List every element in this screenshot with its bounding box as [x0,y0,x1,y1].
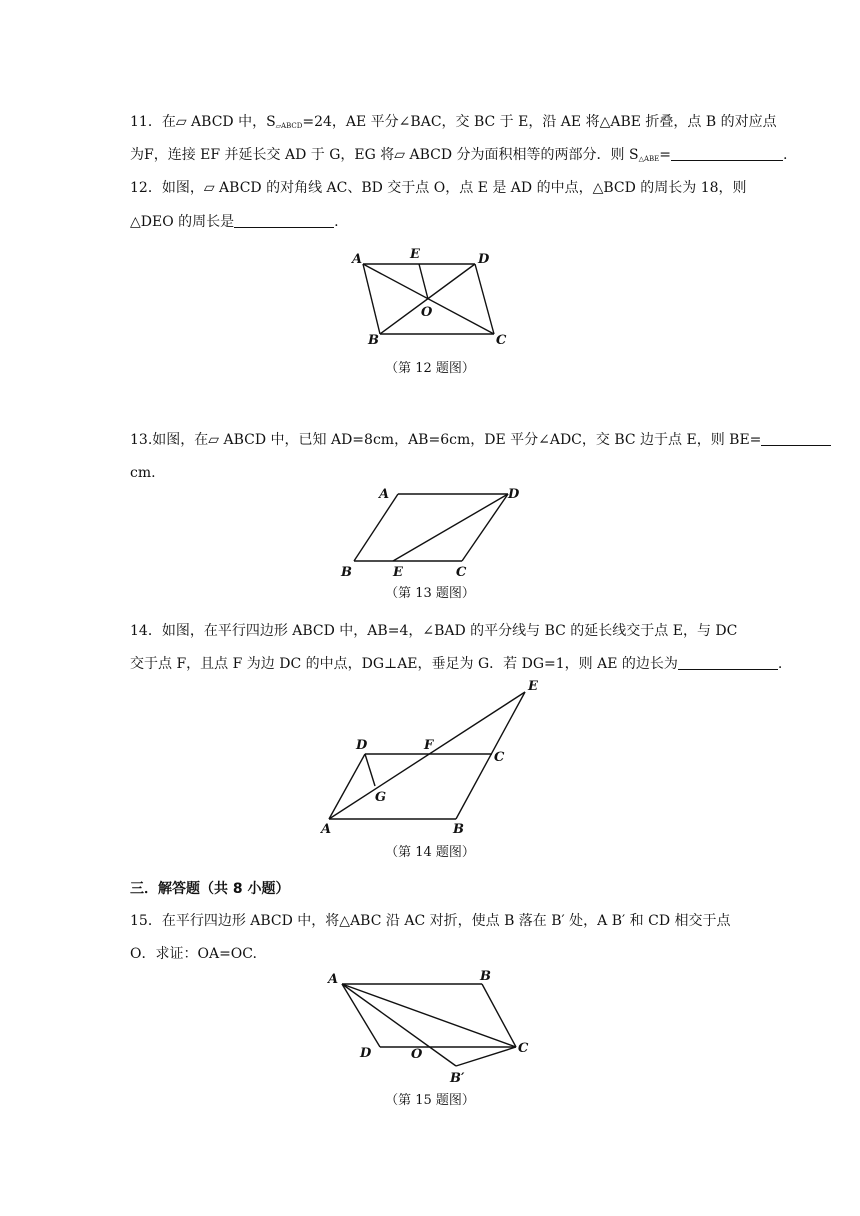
fig13-label-b: B [341,565,352,580]
q11-line-1: 11．在▱ ABCD 中，$S_{▱ABCD}=24$，AE 平分∠BAC，交 BC 于 E，沿 AE 将△ABE 折叠，点 B 的对应点 [130,114,777,130]
q15-line-2: O．求证：OA=OC. [130,946,257,962]
fig15-label-b: B [480,969,491,984]
q14-answer-blank[interactable] [678,655,778,670]
fig15-label-c: C [518,1041,529,1056]
q13-line-2: cm. [130,465,156,481]
q14-line-1: 14．如图，在平行四边形 ABCD 中，AB=4，∠BAD 的平分线与 BC 的延长线交于点 E，与 DC [130,623,738,639]
q11-line-2: 为F，连接 EF 并延长交 AD 于 G，EG 将▱ ABCD 分为面积相等的两部分．则 $S_{\triangle ABE}=$ . [130,147,788,163]
q15-line-1: 15．在平行四边形 ABCD 中，将△ABC 沿 AC 对折，使点 B 落在 B′ 处，A B′ 和 CD 相交于点 [130,913,731,929]
fig12-label-d: D [478,252,490,267]
fig13-label-d: D [508,487,520,502]
fig15-label-o: O [411,1047,423,1062]
q12-line-1: 12．如图，▱ ABCD 的对角线 AC、BD 交于点 O，点 E 是 AD 的中点，△BCD 的周长为 18，则 [130,180,747,196]
figure-14 [319,679,539,837]
fig12-label-c: C [496,333,507,348]
q13-answer-blank[interactable] [761,431,831,446]
fig14-label-f: F [424,738,434,753]
figure-15 [326,969,529,1086]
q13-figure-caption: （第 13 题图） [385,586,475,601]
fig15-label-d: D [360,1046,372,1061]
fig12-label-e: E [410,247,420,262]
fig12-label-a: A [352,252,363,267]
fig14-label-d: D [356,738,368,753]
q15-figure-caption: （第 15 题图） [385,1093,475,1108]
fig14-label-a: A [321,822,332,837]
fig12-label-o: O [421,305,433,320]
fig13-label-c: C [456,565,467,580]
fig14-label-c: C [494,750,505,765]
section-3-title: 三．解答题（共 8 小题） [130,881,290,897]
fig13-label-a: A [379,487,390,502]
q12-figure-caption: （第 12 题图） [385,361,475,376]
fig13-label-e: E [393,565,403,580]
q12-line-2: △DEO 的周长是 . [130,214,339,230]
fig15-label-a: A [328,972,339,987]
fig12-label-b: B [368,333,379,348]
fig14-label-g: G [375,790,387,805]
q14-figure-caption: （第 14 题图） [385,845,475,860]
fig15-label-b-prime: B′ [450,1071,465,1086]
fig14-label-b: B [453,822,464,837]
q13-line-1: 13.如图，在▱ ABCD 中，已知 AD=8cm，AB=6cm，DE 平分∠ADC，交 BC 边于点 E，则 BE= [130,431,831,449]
figure-13 [340,487,520,580]
fig14-label-e: E [528,679,538,694]
q14-line-2: 交于点 F，且点 F 为边 DC 的中点，DG⊥AE，垂足为 G．若 DG=1，则 AE 的边长为 . [130,656,783,672]
figure-12 [350,247,507,348]
